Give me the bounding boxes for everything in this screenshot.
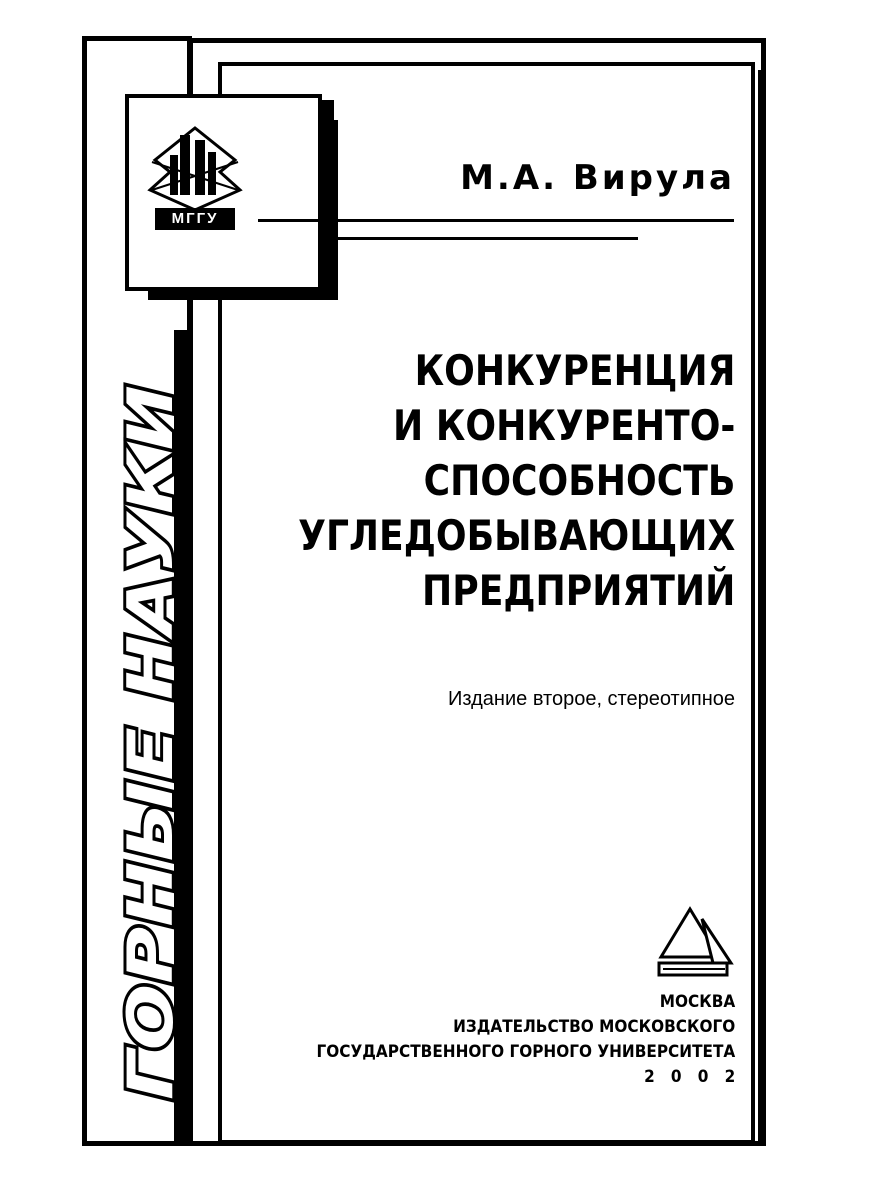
publisher-name-line2: ГОСУДАРСТВЕННОГО ГОРНОГО УНИВЕРСИТЕТА bbox=[316, 1042, 735, 1062]
publisher-name-line1: ИЗДАТЕЛЬСТВО МОСКОВСКОГО bbox=[452, 1017, 735, 1037]
logo-label: МГГУ bbox=[155, 208, 235, 230]
publisher-city: МОСКВА bbox=[659, 992, 735, 1012]
title-line: ПРЕДПРИЯТИЙ bbox=[421, 566, 735, 615]
publisher-block bbox=[316, 990, 752, 1090]
publisher-pyramid-book-icon bbox=[655, 905, 740, 980]
title-line: И КОНКУРЕНТО- bbox=[392, 401, 735, 450]
divider-rule bbox=[258, 219, 734, 222]
edition-note: Издание второе, стереотипное bbox=[448, 688, 735, 710]
series-title-text: ГОРНЫЕ НАУКИ bbox=[114, 532, 187, 1100]
publication-year: 2002 bbox=[643, 1067, 752, 1087]
title-line: КОНКУРЕНЦИЯ bbox=[414, 346, 735, 395]
author-name: М.А. Вирула bbox=[460, 158, 735, 198]
book-title bbox=[298, 343, 735, 618]
cover-frame-shadow bbox=[758, 70, 764, 1144]
title-line: СПОСОБНОСТЬ bbox=[423, 456, 735, 505]
divider-rule-short bbox=[322, 237, 638, 240]
title-line: УГЛЕДОБЫВАЮЩИХ bbox=[297, 511, 735, 560]
logo-tab bbox=[320, 100, 334, 190]
